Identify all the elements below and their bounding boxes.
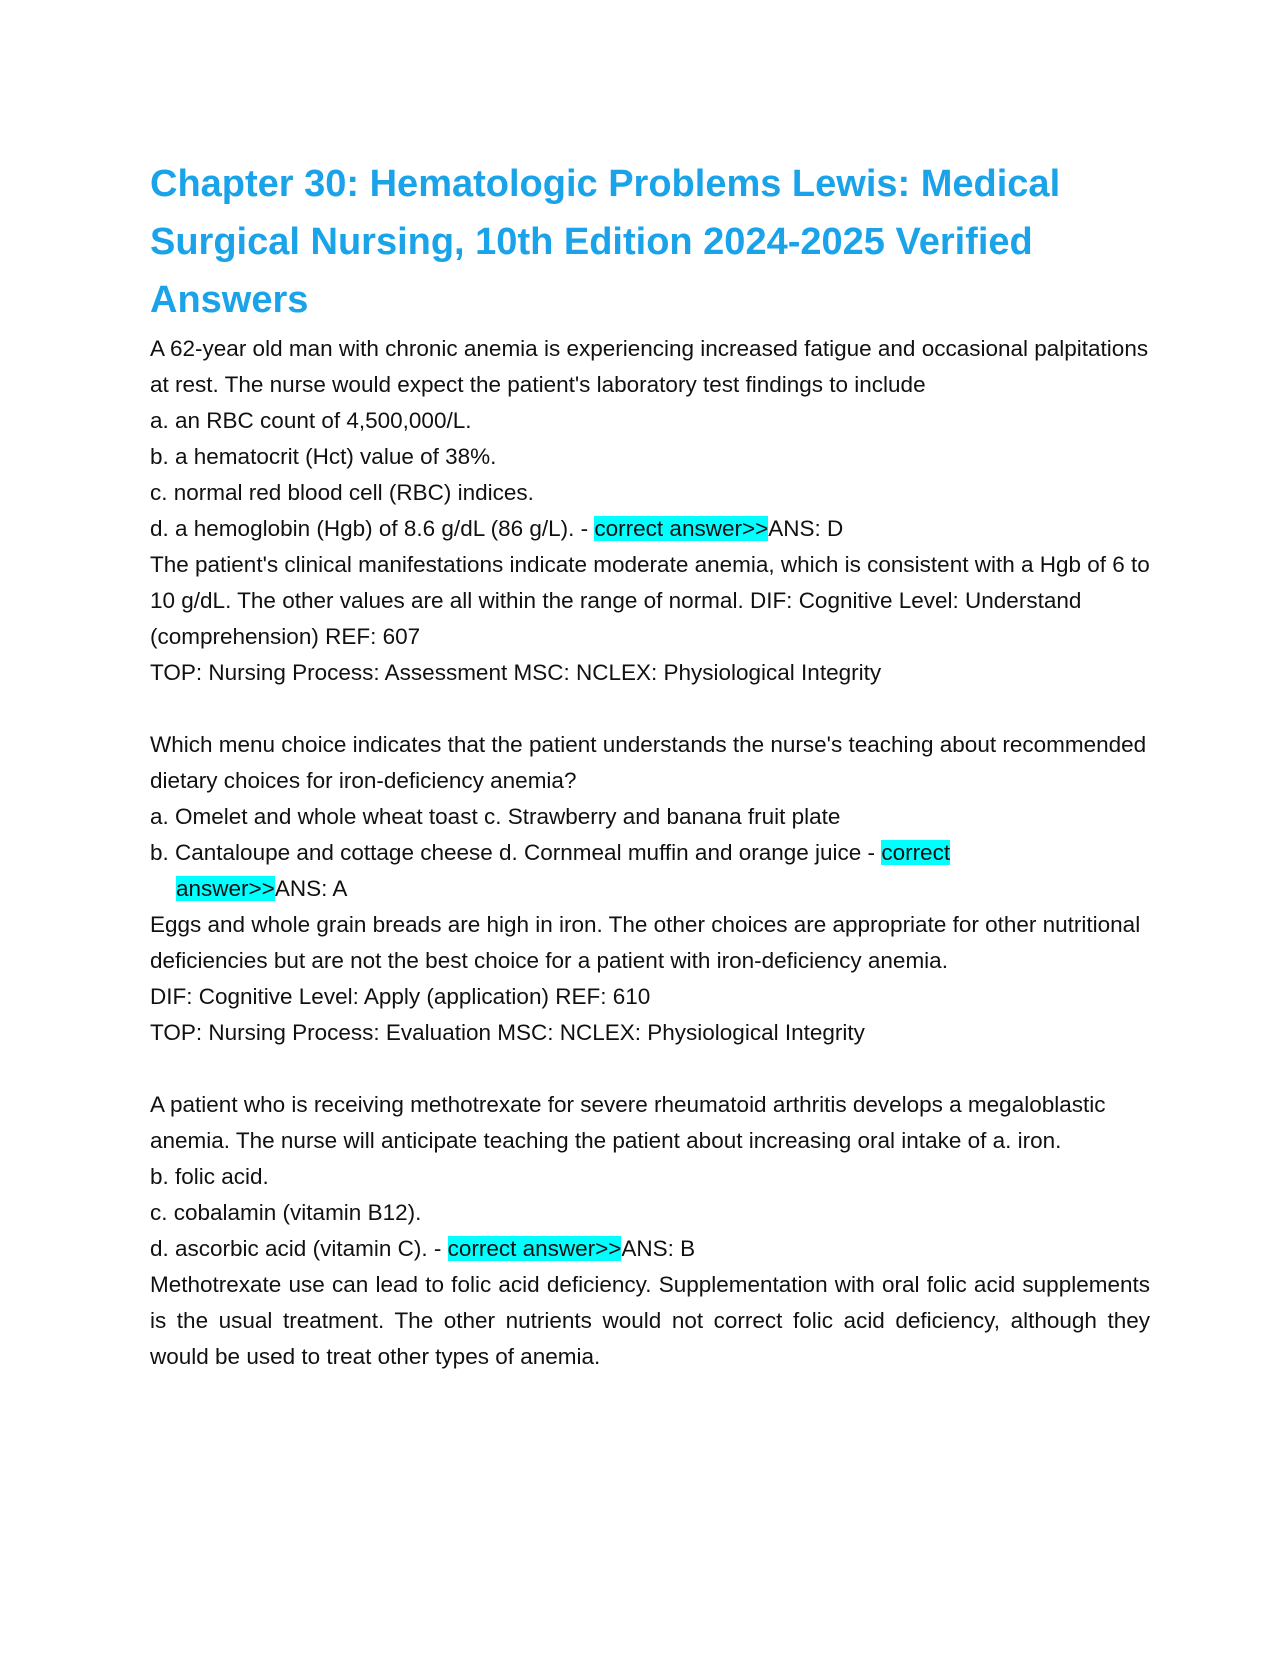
question-2-rationale: Eggs and whole grain breads are high in iron. The other choices are appropriate for other nutritional deficiencies but are not the best choice for a patient with iron-deficiency anemia. xyxy=(150,912,1141,973)
question-1 xyxy=(150,331,1150,691)
question-3-answer-marker: correct answer>> xyxy=(447,1236,622,1261)
question-1-answer: ANS: D xyxy=(768,516,844,541)
question-1-stem: A 62-year old man with chronic anemia is experiencing increased fatigue and occasional palpitations at rest. The nurse would expect the patient's laboratory test findings to include xyxy=(150,336,1149,397)
question-3-option-d-text: d. ascorbic acid (vitamin C). - xyxy=(150,1236,448,1261)
question-1-option-c: c. normal red blood cell (RBC) indices. xyxy=(150,480,534,505)
question-1-rationale: The patient's clinical manifestations indicate moderate anemia, which is consistent with a Hgb of 6 to 10 g/dL. The other values are all within the range of normal. DIF: Cognitive Level: Understand (comprehension) REF: 607 xyxy=(150,552,1150,649)
question-2-dif: DIF: Cognitive Level: Apply (application) REF: 610 xyxy=(150,984,651,1009)
document-title: Chapter 30: Hematologic Problems Lewis: Medical Surgical Nursing, 10th Edition 2024-2025 Verified Answers xyxy=(150,163,1061,321)
question-3 xyxy=(150,1087,1150,1375)
question-2-option-bd-text: b. Cantaloupe and cottage cheese d. Cornmeal muffin and orange juice - xyxy=(150,840,882,865)
question-3-answer: ANS: B xyxy=(621,1236,696,1261)
question-2-stem: Which menu choice indicates that the patient understands the nurse's teaching about recommended dietary choices for iron-deficiency anemia? xyxy=(150,732,1147,793)
question-2 xyxy=(150,727,1150,1051)
question-2-answer-marker-1: correct xyxy=(881,840,951,865)
question-3-option-d xyxy=(150,1231,1150,1267)
question-2-option-bd xyxy=(150,835,1150,871)
spacer xyxy=(150,691,1150,727)
question-3-rationale: Methotrexate use can lead to folic acid deficiency. Supplementation with oral folic acid supplements is the usual treatment. The other nutrients would not correct folic acid deficiency, although they would be used to treat other types of anemia. xyxy=(150,1272,1150,1369)
question-3-option-b: b. folic acid. xyxy=(150,1164,269,1189)
question-1-option-d xyxy=(150,511,1150,547)
document-page xyxy=(150,155,1150,1375)
question-3-option-c: c. cobalamin (vitamin B12). xyxy=(150,1200,422,1225)
question-2-answer-line xyxy=(150,871,1150,907)
question-3-stem: A patient who is receiving methotrexate for severe rheumatoid arthritis develops a megaloblastic anemia. The nurse will anticipate teaching the patient about increasing oral intake of a. iron. xyxy=(150,1092,1106,1153)
question-2-option-ac: a. Omelet and whole wheat toast c. Strawberry and banana fruit plate xyxy=(150,804,841,829)
question-1-option-b: b. a hematocrit (Hct) value of 38%. xyxy=(150,444,497,469)
question-1-top: TOP: Nursing Process: Assessment MSC: NCLEX: Physiological Integrity xyxy=(150,660,882,685)
question-2-answer-marker-2: answer>> xyxy=(176,876,275,901)
question-2-answer: ANS: A xyxy=(274,876,348,901)
question-1-option-a: a. an RBC count of 4,500,000/L. xyxy=(150,408,472,433)
question-1-answer-marker: correct answer>> xyxy=(594,516,769,541)
spacer xyxy=(150,1051,1150,1087)
question-2-top: TOP: Nursing Process: Evaluation MSC: NCLEX: Physiological Integrity xyxy=(150,1020,865,1045)
question-1-option-d-text: d. a hemoglobin (Hgb) of 8.6 g/dL (86 g/L). - xyxy=(150,516,595,541)
